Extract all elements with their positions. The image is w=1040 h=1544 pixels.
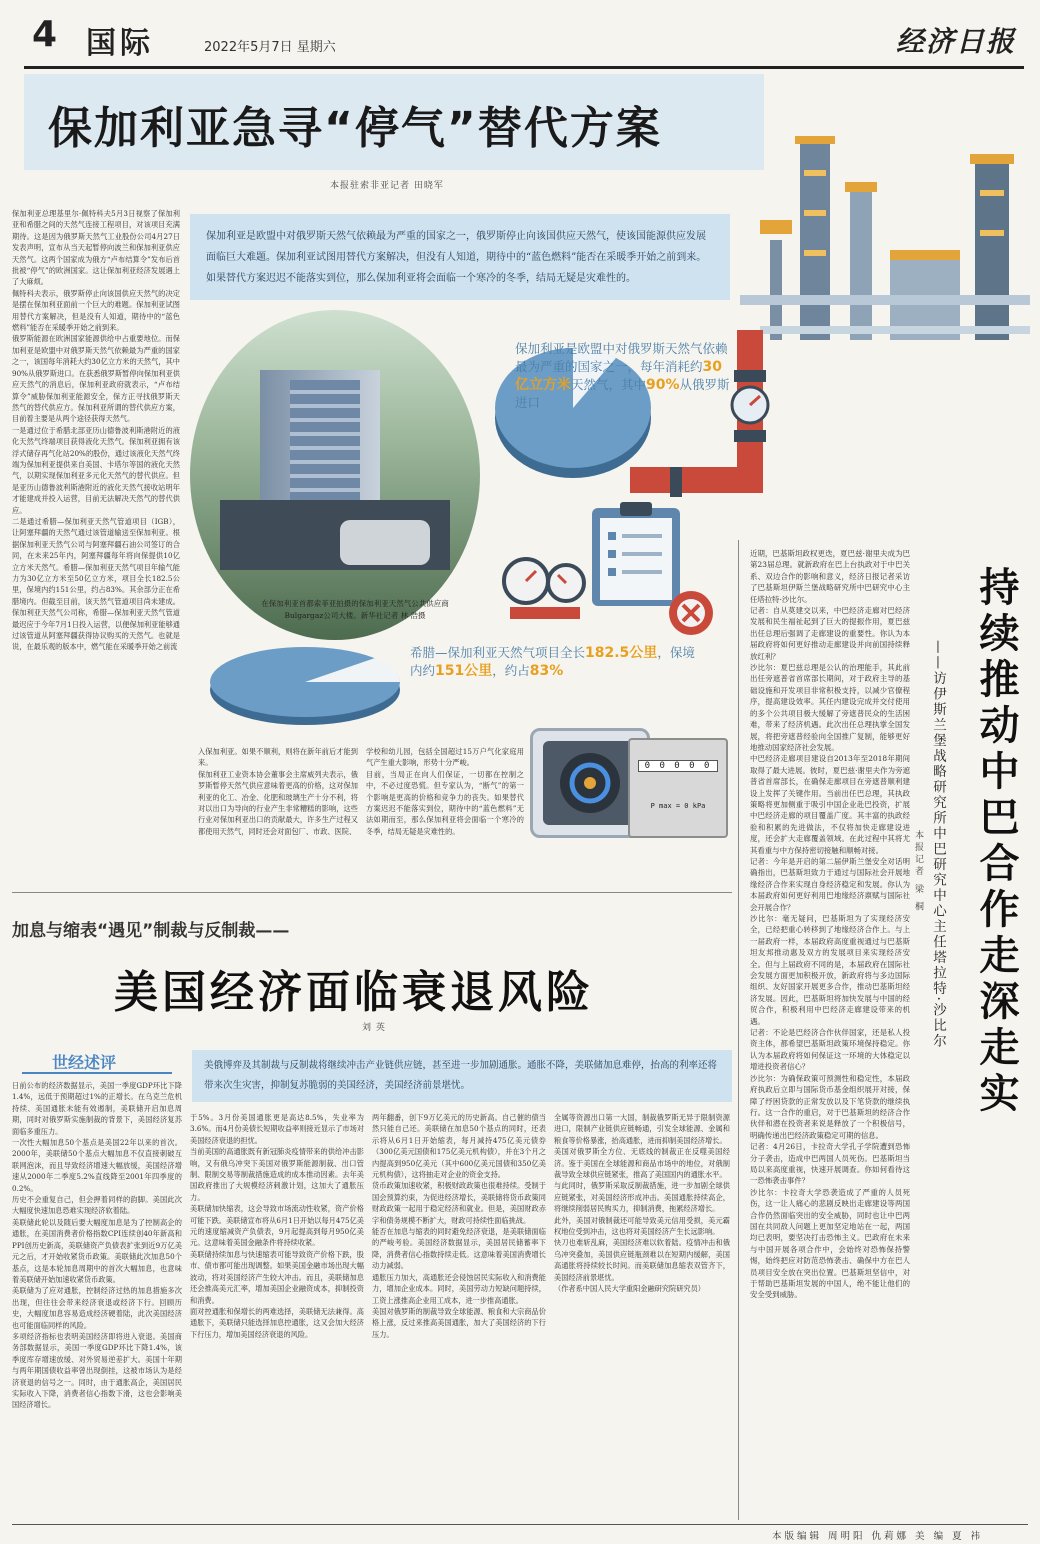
section-name: 国际 [86, 26, 154, 61]
callout2-text-a: 希腊—保加利亚天然气项目全长 [410, 645, 586, 660]
article2-byline: 刘 英 [362, 1023, 386, 1033]
gas-meter [628, 738, 728, 838]
article2-title: 美国经济面临衰退风险 [114, 967, 594, 1018]
callout1-text-b: 天然气，其中 [571, 377, 647, 392]
callout-pipeline-length [410, 644, 700, 680]
article3-title: 持续推动中巴合作走深走实 [973, 566, 1019, 1118]
footer-rule [12, 1524, 1028, 1525]
gas-meter-label: P max = 0 kPa [650, 802, 706, 810]
callout1-text-c: 从俄罗斯进口 [515, 377, 730, 410]
callout1-highlight-volume: 30亿立方米 [515, 359, 722, 393]
article1-byline: 本报驻索非亚记者 田晓军 [330, 181, 444, 191]
callout-gas-consumption [515, 340, 735, 412]
callout2-highlight-length: 182.5公里 [585, 645, 658, 661]
article2-col1: 日前公布的经济数据显示，美国一季度GDP环比下降1.4%，远低于预期超过1%的正增长。在乌克兰危机持续、美国通胀未能有效遏制，美联储开启加息周期，同时对俄罗斯实施制裁的背景下，美国经济复苏面临多重压力。 一次性大幅加息50个基点是美国22年以来的首次。2000年，美联储50个基点大幅加息不仅直接刺破互联网泡沫，而且导致经济增速大幅放缓，美国经济增速从2000年二季度5.2%直线降至2001年四季度的0.2%。 历史不会重复自己，但会押着同样的韵脚。美国此次大幅度快速加息恐难实现经济软着陆。 美联储此轮以及随后要大幅度加息是为了控制高企的通胀，在美国消费者价格指数CPI连续创40年新高和PPI创历史新高，美联储资产负债表扩张到近9万亿美元之后，才开始收紧货币政策。美联储此次加息50个基点，这是本轮加息周期中的首次大幅加息，也意味着美联储开始加速收紧货币政策。 美联储为了应对通胀，控制经济过热的加息措施多次出现，但往往会带来经济衰退或经济下行。回顾历史，大幅度加息容易造成经济硬着陆，此次美国经济也可能面临同样的风险。 多项经济指标也表明美国经济即将进入衰退。美国商务部数据显示，美国一季度GDP环比下降1.4%，该季度库存增速放缓、对外贸易逆差扩大。美国十年期与两年期国债收益率曾出现倒挂，这被市场认为是经济衰退的信号之一。同时，由于通胀高企，美国居民实际收入下降，消费者信心指数下滑，这也会影响美国经济增长。 [12, 1081, 182, 1410]
article1-col2: 入保加利亚。如果不顺利，则将在新年前后才能到来。 保加利亚工业资本协会董事会主席威列夫表示，俄罗斯暂停天然气供应意味着更高的价格，这对保加利亚的化工、冶金、化肥和玻璃生产十分不利，将对以出口为导向的行业产生非常糟糕的影响，这些行业对保加利亚出口的贡献最大，许多生产过程又都使用天然气，同时还会对面包厂、市政、医院、 [198, 747, 358, 836]
callout2-text-b: ，保境内约 [410, 645, 695, 678]
header-rule [24, 66, 1024, 69]
article1-title: 保加利亚急寻“停气”替代方案 [48, 103, 662, 154]
callout2-text-c: ，约占 [492, 663, 530, 678]
callout1-highlight-percent: 90% [646, 377, 680, 393]
bulgargaz-building-photo [190, 310, 480, 640]
callout2-highlight-domestic: 151公里 [435, 663, 493, 679]
article2-col4: 全属等资源出口第一大国，制裁俄罗斯无异于限制资源进口，限制产业链供应链畅通，引发全球能源、金属和粮食等价格暴涨，抬高通胀，进而抑制美国经济增长。 美国对俄罗斯全方位、无底线的制裁正在反噬美国经济。鉴于美国在全球能源和商品市场中的地位，对俄制裁导致全球供应链紧张，推高了美国国内的通胀水平。 与此同时，俄罗斯采取反制裁措施，进一步加剧全球供应链紧张，对美国经济形成冲击。美国通胀持续高企，将继续削弱居民购买力，抑制消费，拖累经济增长。 此外，美国对俄制裁还可能导致美元信用受损，美元霸权地位受到冲击，这也将对美国经济产生长远影响。 快刀也难斩乱麻，美国经济难以软着陆。疫情冲击和俄乌冲突叠加，美国供应链瓶颈难以在短期内缓解，美国高通胀将持续较长时间。而美联储加息缩表双管齐下，美国经济前景堪忧。 （作者系中国人民大学重阳金融研究院研究员） [554, 1113, 730, 1294]
article1-col3: 学校和幼儿园，包括全国超过15万户气化家庭用气产生重大影响，形势十分严峻。 目前，当局正在向人们保证，一切都在控制之中，不必过度恐慌。但专家认为，“断气”的第一个影响是更高的价格和竞争力的丧失。如果替代方案迟迟不能落实到位，期待中的“蓝色燃料”无法如期而至，那么保加利亚将会面临一个寒冷的冬季，结局无疑是灾难性的。 [366, 747, 524, 836]
badge-underline [22, 1072, 172, 1074]
article3-byline: 本报记者 梁 桐 [913, 830, 923, 914]
valve-stop-icon [666, 588, 716, 638]
issue-date: 2022年5月7日 星期六 [204, 40, 336, 55]
article3-body: 近期，巴基斯坦政权更迭，夏巴兹·谢里夫成为巴第23届总理。就新政府在巴上台执政对于中巴关系、双边合作的影响和意义，经济日报记者采访了巴基斯坦伊斯兰堡战略研究所中巴研究中心主任塔拉特·沙比尔。 记者：自从莫建交以来，中巴经济走廊对巴经济发展和民生福祉起到了巨大的提振作用，夏巴兹出任总理后强调了走廊建设的重要性。你认为本届政府将如何更好推动走廊建设并向前国持续释放红利？ 沙比尔：夏巴兹总理是公认的治理能手，其此前出任旁遮普省首席部长期间，对于政府主导的基础设施和开发项目非常积极支持，以减少官僚程序，提高建设效率。其任内建设完成并交付使用的多个公共项目极大缓解了旁遮普民众的生活困难，带来了经济机遇。此次出任总理执掌全国发展，将把旁遮普经验向全国推广复制，能够更好地推动国家经济社会发展。 中巴经济走廊项目建设自2013年至2018年期间取得了最大进展。彼时，夏巴兹·谢里夫作为旁遮普省首席部长，在确保走廊项目在旁遮普顺利建设上发挥了关键作用。当前出任巴总理，其执政策略将更加侧重于吸引中国企业赴巴投资，扩展中巴经济走廊的项目覆盖广度。其丰富的执政经验和积累的先进做法，不仅将加快走廊建设进度，还会扩大走廊覆盖领域。在此过程中其将尤其看重与中方保持密切接触和顺畅对接。 记者：今年是开启的第二届伊斯兰堡安全对话明确指出，巴基斯坦致力于通过与国际社会开展地缘经济合作来实现自身经济稳定和发展。你认为本届政府如何更好利用巴地缘经济禀赋与国际社会开展合作？ 沙比尔：毫无疑问，巴基斯坦为了实现经济安全，已经把重心转移到了地缘经济合作上。与上一届政府一样，本届政府高度重视通过与巴基斯坦友邦推动惠及双方的发展项目来实现经济安全。但与上届政府不同的是，本届政府在国际社会发展方面更加积极开放，新政府将与多边国际组织、友好国家开展更多合作，推动巴基斯坦经济发展。因此，巴基斯坦将加快发展与中国的经贸合作，积极利用中巴经济走廊建设带来的机遇。 记者：不论是巴经济合作伙伴国家，还是私人投资主体，都希望巴基斯坦政策环境保持稳定。你认为本届政府将如何保证这一环境的大体稳定以增进投资者信心？ 沙比尔：为确保政策可预测性和稳定性，本届政府执政后立即与国际货币基金组织展开对接，保障了纾困贷款的正常发放以及下笔贷款的继续执行。这一合作的重启，对于巴基斯坦的经济合作伙伴和潜在投资者来说是释放了一个积极信号，明确传递出巴经济政策稳定可期的信息。 记者：4月26日，卡拉奇大学孔子学院遭到恐怖分子袭击，造成中巴两国人员死伤。巴基斯坦当局以来高度重视，快速开展调查。你如何看待这一恐怖袭击事件？ 沙比尔：卡拉奇大学恐袭造成了严重的人员死伤，这一让人痛心的悲剧反映出走廊建设等两国合作仍然面临突出的安全威胁，同时也让中巴两国在共同敌人问题上更加坚定地站在一起，两国均已表明，要坚决打击恐怖主义。巴政府在未来与中国开展各项合作中，会始终对恐怖保持警惕，始终把应对防范恐怖袭击、确保中方在巴人员项目安全放在突出位置。巴基斯坦坚信中，对于帮助巴基斯坦发展的中国人，绝不能让他们的安全受到威胁。 [750, 549, 910, 1300]
article3-subtitle: ——访伊斯兰堡战略研究所中巴研究中心主任塔拉特·沙比尔 [930, 640, 946, 1050]
page-number: 4 [32, 14, 58, 55]
callout1-text-a: 保加利亚是欧盟中对俄罗斯天然气依赖最为严重的国家之一，每年消耗约 [515, 341, 728, 374]
footer-credits: 本版编辑 周明阳 仇莉娜 美 编 夏 祎 [772, 1531, 984, 1542]
article2-kicker: 加息与缩表“遇见”制裁与反制裁—— [12, 921, 290, 941]
photo-caption: 在保加利亚首都索菲亚拍摄的保加利亚天然气公共供应商Bulgargaz公司大楼。新华社记者 林 浩摄 [261, 599, 449, 620]
pressure-gauge-icon [500, 555, 590, 625]
column-divider [738, 540, 739, 1520]
column-badge: 世经述评 [52, 1053, 117, 1072]
article2-col3: 两年翻番，创下9万亿美元的历史新高。自己催的债当然只能自己还。美联储在加息50个基点的同时，还表示将从6月1日开始缩表，每月减持475亿美元债券（300亿美元国债和175亿美元机构债），并在3个月之内提高到950亿美元（其中600亿美元国债和350亿美元机构债），这将抽走对企业的资金支持。 货币政策加速收紧，积极财政政策也很难持续。受制于国会预算约束，为促进经济增长，美联储将货币政策同财政政策一起用于稳定经济和就业。但是，美国财政赤字和债务规模不断扩大，财政可持续性面临挑战。 能否在加息与缩表的同时避免经济衰退，是美联储面临的严峻考验。美国经济数据显示，美国居民储蓄率下降，消费者信心指数持续走低。这意味着美国消费增长动力减弱。 通胀压力加大，高通胀还会侵蚀居民实际收入和消费能力，增加企业成本。同时，美国劳动力短缺问题持续，工资上涨推高企业用工成本，进一步推高通胀。 美国对俄罗斯的制裁导致全球能源、粮食和大宗商品价格上涨，反过来推高美国通胀，加大了美国经济的下行压力。 [372, 1113, 546, 1339]
article2-lead: 美俄博弈及其制裁与反制裁将继续冲击产业链供应链，甚至进一步加剧通胀。通胀不降，美联储加息难停，抬高的利率还将带来次生灾害，抑制复苏脆弱的美国经济，美国经济前景堪忧。 [192, 1050, 732, 1102]
gas-meter-digits: 0 0 0 0 0 [638, 760, 718, 772]
pie-chart-pipeline-share [205, 640, 405, 730]
article2-col2: 于5%。3月份美国通胀更是高达8.5%，失业率为3.6%。而4月份美债长短期收益率则接近显示了市场对美国经济衰退的担忧。 当前美国的高通胀既有新冠肺炎疫情带来的供给冲击影响，又有俄乌冲突下美国对俄罗斯能源制裁、出口管制、限制交易等制裁措施造成的成本推动因素。去年美国政府推出了大规模经济刺激计划，这加大了通胀压力。 美联储加快缩表，这会导致市场流动性收紧，资产价格可能下跌。美联储宣布将从6月1日开始以每月475亿美元的速度缩减资产负债表，9月起提高到每月950亿美元。这意味着美国金融条件将持续收紧。 美联储持续加息与快速缩表可能导致资产价格下跌，股市、债市都可能出现调整。如果美国金融市场出现大幅波动，将对美国经济产生较大冲击。而且，美联储加息还会推高美元汇率，增加美国企业融资成本，抑制投资和消费。 面对控通胀和保增长的两难选择，美联储无法兼得。高通胀下，美联储只能选择加息控通胀，这又会加大经济下行压力，增加美国经济衰退的风险。 [190, 1113, 364, 1339]
article1-col1: 保加利亚总理基里尔·佩特科夫5月3日视察了保加利亚和希腊之间的天然气连接工程项目，对该项目充满期待。这是因为俄罗斯天然气工业股份公司4月27日发表声明，宣布从当天起暂停向波兰和保加利亚供应天然气。这两个国家成为俄方“卢布结算令”发布后首批被“停气”的欧洲国家。这让保加利亚经济发展遇上了大麻烦。 佩特科夫表示，俄罗斯停止向该国供应天然气的决定是摆在保加利亚面前一个巨大的难题。保加利亚试图用替代方案解决，但是没有人知道，期待中的“蓝色燃料”能否在采暖季开始之前到来。 俄罗斯能源在欧洲国家能源供给中占重要地位。而保加利亚是欧盟中对俄罗斯天然气依赖最为严重的国家之一，该国每年消耗大约30亿立方米的天然气，其中90%从俄罗斯进口。在获悉俄罗斯暂停向保加利亚供应天然气的消息后，保加利亚政府就表示，“卢布结算令”威胁保加利亚能源安全，保方正寻找俄罗斯天然气的替代供应方。保加利亚所谓的替代供应方案，目前着主要是从两个途径获得天然气。 一是通过位于希腊北部亚历山德鲁波利斯港附近的液化天然气终端项目获得液化天然气。保加利亚拥有该浮式储存再气化站20%的股份，通过该液化天然气终端为保加利亚提供来自美国、卡塔尔等国的液化天然气，以期实现保加利亚多元化天然气的替代供应。但是亚历山德鲁波利斯港附近的液化天然气接收站明年才能建成并投入运营，目前无法解决天然气的替代供应。 二是通过希腊—保加利亚天然气管道项目（IGB），让阿塞拜疆的天然气通过该管道输送至保加利亚。根据保加利亚天然气公司与阿塞拜疆石油公司签订的合同，在未来25年内，阿塞拜疆每年将向保提供10亿立方米天然气。希腊—保加利亚天然气项目年输气能力为30亿立方米至50亿立方米，项目全长182.5公里，保境内约151公里，约占83%。其余部分正在希腊境内。但截至目前，该天然气管道项目尚未建成。保加利亚天然气公司称，希腊—保加利亚天然气管道最迟应于今年7月1日投入运营，以便保加利亚能够通过该管道从阿塞拜疆获得协议购买的天然气。也就是说，在最乐观的版本中，燃气能在采暖季开始之前流 [12, 209, 180, 652]
article1-lead: 保加利亚是欧盟中对俄罗斯天然气依赖最为严重的国家之一，俄罗斯停止向该国供应天然气，使该国能源供应发展面临巨大难题。保加利亚试图用替代方案解决，但没有人知道，期待中的“蓝色燃料”能否在采暖季开始之前到来。如果替代方案迟迟不能落实到位，那么保加利亚将会面临一个寒冷的冬季，结局无疑是灾难性的。 [190, 214, 730, 300]
section-divider [12, 892, 732, 893]
callout2-highlight-share: 83% [529, 663, 564, 679]
newspaper-brand: 经济日报 [895, 25, 1016, 58]
